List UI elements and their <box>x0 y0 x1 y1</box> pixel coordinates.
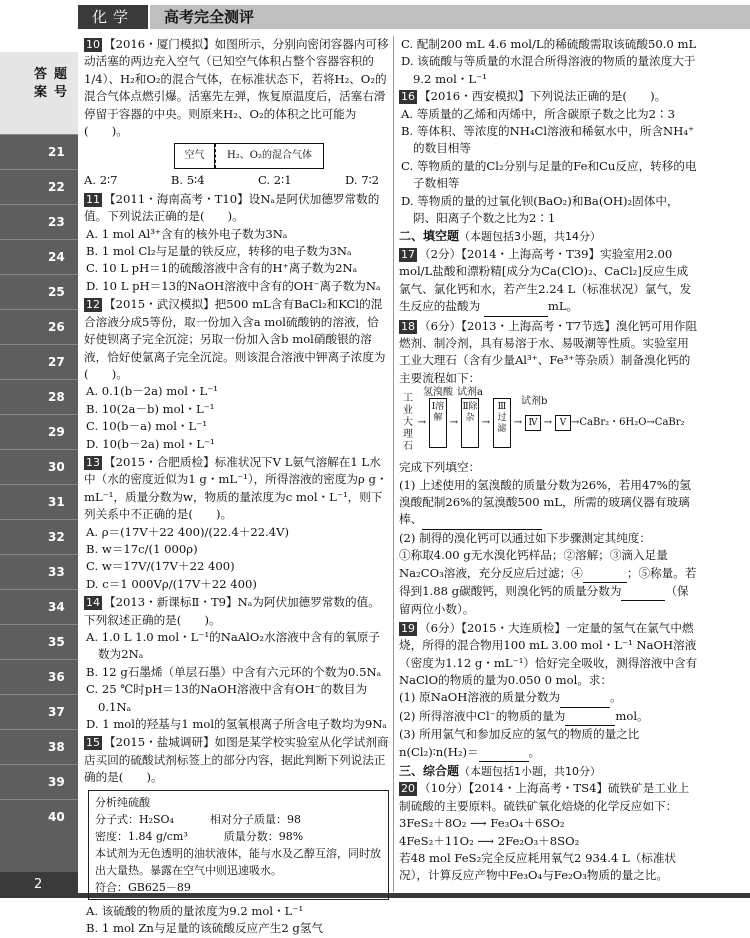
question-18 <box>399 318 699 619</box>
arrow-icon: → <box>513 417 523 429</box>
option-c: C. 10(b－a) mol・L⁻¹ <box>86 419 207 434</box>
option-b: B. 1 mol Cl₂与足量的铁反应，转移的电子数为3Nₐ <box>86 244 352 259</box>
question-16 <box>399 88 699 227</box>
question-number: 14 <box>86 596 100 610</box>
option-a: A. ρ＝(17V＋22 400)/(22.4＋22.4V) <box>86 524 290 539</box>
answer-row: 35 <box>0 624 78 659</box>
label-mass-fraction: 质量分数：98% <box>223 829 304 843</box>
answer-row: 24 <box>0 239 78 274</box>
question-10 <box>84 36 389 190</box>
step-5: Ⅴ <box>555 415 571 431</box>
option-c: C. 2∶1 <box>257 173 292 188</box>
answer-row: 27 <box>0 344 78 379</box>
option-a: A. 等质量的乙烯和丙烯中，所含碳原子数之比为2∶3 <box>401 106 675 121</box>
option-a: A. 1 mol Al³⁺含有的核外电子数为3Nₐ <box>86 226 288 241</box>
option-d: D. 1 mol的羟基与1 mol的氢氧根离子所含电子数均为9Nₐ <box>86 717 387 732</box>
left-column <box>84 36 389 938</box>
answer-row: 34 <box>0 589 78 624</box>
question-15 <box>84 734 389 937</box>
label-standard: 符合：GB625－89 <box>95 880 191 894</box>
question-14 <box>84 594 389 733</box>
option-d: D. 10(b－2a) mol・L⁻¹ <box>86 436 215 451</box>
question-stem: 【2016・厦门模拟】如图所示，分别向密闭容器内可移动活塞的两边充入空气（已知空气体积占整个容器容积的1/4）、H₂和O₂的混合气体，在标准状态下，若将H₂、O₂的混合气体点燃引爆。活塞先左弹，恢复原温度后，活塞右滑停留于容器的中央。则原来H₂、O₂的体积之比可能为( )。 <box>84 37 389 139</box>
option-a: A. 该硫酸的物质的量浓度为9.2 mol・L⁻¹ <box>86 903 304 918</box>
question-stem: 【2011・海南高考・T10】设Nₐ是阿伏加德罗常数的值。下列说法正确的是( )。 <box>84 191 380 224</box>
answer-row: 37 <box>0 694 78 729</box>
answer-row: 28 <box>0 379 78 414</box>
label-molar-mass: 相对分子质量：98 <box>209 812 301 826</box>
answer-row: 38 <box>0 729 78 764</box>
sub-question-2-steps: ①称取4.00 g无水溴化钙样品；②溶解；③滴入足量Na₂CO₃溶液，充分反应后过滤；④ ；⑤称量。若得到1.88 g碳酸钙，则溴化钙的质量分数为 （保留两位小数）。 <box>399 548 697 617</box>
answer-sidebar <box>0 52 78 872</box>
question-stem: 【2015・合肥质检】标准状况下V L氨气溶解在1 L水中（水的密度近似为1 g・mL⁻¹），所得溶液的密度为ρ g・mL⁻¹，质量分数为w，物质的量浓度为c mol・L⁻¹，则下列关系中不正确的是( )。 <box>84 454 388 522</box>
answer-blank[interactable] <box>479 744 529 762</box>
question-stem: 【2016・西安模拟】下列说法正确的是( )。 <box>419 89 667 104</box>
answer-blank[interactable] <box>560 689 610 707</box>
reagent-hbr: 氢溴酸 <box>423 387 453 399</box>
option-c: C. 等物质的量的Cl₂分别与足量的Fe和Cu反应，转移的电子数相等 <box>401 158 697 191</box>
option-a: A. 2∶7 <box>84 173 118 188</box>
question-tail: 若48 mol FeS₂完全反应耗用氧气2 934.4 L（标准状况），计算反应产物中Fe₃O₄与Fe₂O₃物质的量之比。 <box>399 851 677 883</box>
right-column <box>399 36 699 886</box>
flow-product: →CaBr₂・6H₂O→CaBr₂ <box>571 417 685 429</box>
option-d: D. c＝1 000Vρ/(17V＋22 400) <box>86 576 257 591</box>
option-b: B. 10(2a－b) mol・L⁻¹ <box>86 401 215 416</box>
question-number: 17 <box>401 247 415 261</box>
option-b: B. 12 g石墨烯（单层石墨）中含有六元环的个数为0.5Nₐ <box>86 664 382 679</box>
equation-1: 3FeS₂＋8O₂ ⟶ Fe₃O₄＋6SO₂ <box>399 816 565 831</box>
label-density: 密度：1.84 g/cm³ <box>95 829 188 843</box>
question-19 <box>399 620 699 762</box>
question-stem: 【2015・盐城调研】如图是某学校实验室从化学试剂商店买回的硫酸试剂标签上的部分内容，据此判断下列说法正确的是( )。 <box>84 735 389 785</box>
question-stem: （2分）【2014・上海高考・T39】实验室用2.00 mol/L盐酸和漂粉精[成分为Ca(ClO)₂、CaCl₂]反应生成氯气、氯化钙和水，若产生2.24 L（标准状况）氯气，发生反应的盐酸为 <box>399 246 692 314</box>
option-c: C. 10 L pH＝1的硫酸溶液中含有的H⁺离子数为2Nₐ <box>86 261 358 276</box>
arrow-icon: → <box>481 417 491 429</box>
step-remove-impurity: Ⅱ除杂 <box>461 398 479 448</box>
answer-row: 23 <box>0 204 78 239</box>
step-4: Ⅳ <box>525 415 541 431</box>
top-bar <box>0 0 750 32</box>
subject-tab: 化学 <box>78 5 148 29</box>
question-17: 17 （2分）【2014・上海高考・T39】实验室用2.00 mol/L盐酸和漂粉精[成分为Ca(ClO)₂、CaCl₂]反应生成氯气、氯化钙和水，若产生2.24 L（标准状况）氯气，发生反应的盐酸为 mL。 <box>399 246 699 317</box>
question-number: 13 <box>86 455 100 469</box>
question-number: 20 <box>401 782 415 796</box>
question-number: 19 <box>401 621 415 635</box>
arrow-icon: → <box>543 417 553 429</box>
option-a: A. 1.0 L 1.0 mol・L⁻¹的NaAlO₂水溶液中含有的氧原子数为2Nₐ <box>86 630 380 662</box>
answer-row: 32 <box>0 519 78 554</box>
page-number: 2 <box>0 872 78 898</box>
question-number: 18 <box>401 319 415 333</box>
gas-mixture-chamber: H₂、O₂的混合气体 <box>215 144 323 168</box>
question-number: 12 <box>86 298 100 312</box>
question-11 <box>84 191 389 295</box>
question-12 <box>84 296 389 453</box>
answer-row: 22 <box>0 169 78 204</box>
answer-blank[interactable] <box>565 708 615 726</box>
label-description: 本试剂为无色透明的油状液体，能与水及乙醇互溶，同时放出大量热。暴露在空气中则迅速吸水。 <box>95 846 381 877</box>
flow-start: 工业大理石 <box>403 393 413 453</box>
option-b: B. 等体积、等浓度的NH₄Cl溶液和稀氨水中，所含NH₄⁺的数目相等 <box>401 124 695 156</box>
answer-row: 40 <box>0 799 78 834</box>
question-number: 15 <box>86 736 100 750</box>
answer-row: 30 <box>0 449 78 484</box>
question-number: 16 <box>401 90 415 104</box>
option-d: D. 等物质的量的过氧化钡(BaO₂)和Ba(OH)₂固体中，阴、阳离子个数之比为2∶1 <box>401 193 679 226</box>
answer-blank[interactable] <box>484 298 548 316</box>
option-b: B. w＝17c/(1 000ρ) <box>86 541 198 556</box>
instruction: 完成下列填空： <box>399 460 481 475</box>
option-b: B. 1 mol Zn与足量的该硫酸反应产生2 g氢气 <box>86 921 324 936</box>
section-comprehensive: 三、综合题（本题包括1小题，共10分） <box>399 764 602 779</box>
answer-blank[interactable] <box>583 565 627 583</box>
option-d: D. 7∶2 <box>344 173 379 188</box>
q15-option-d: D. 该硫酸与等质量的水混合所得溶液的物质的量浓度大于9.2 mol・L⁻¹ <box>401 54 696 86</box>
air-chamber: 空气 <box>175 144 215 168</box>
reagent-label <box>88 790 389 900</box>
arrow-icon: → <box>449 417 459 429</box>
reagent-b: 试剂b <box>521 396 548 408</box>
question-stem: （6分）【2015・大连质检】一定量的氢气在氯气中燃烧，所得的混合物用100 mL 3.00 mol・L⁻¹ NaOH溶液（密度为1.12 g・mL⁻¹）恰好完全吸收，测得溶液中含有NaClO的物质的量为0.050 0 mol。求： <box>399 620 698 687</box>
sub-question-1: (1) 原NaOH溶液的质量分数为 。 <box>399 689 699 707</box>
answer-row: 36 <box>0 659 78 694</box>
option-c: C. w＝17V/(17V＋22 400) <box>86 559 235 574</box>
answer-blank[interactable] <box>621 583 665 601</box>
option-a: A. 0.1(b－2a) mol・L⁻¹ <box>86 384 218 399</box>
question-stem: （10分）【2014・上海高考・TS4】硫铁矿是工业上制硫酸的主要原料。硫铁矿氧化焙烧的化学反应如下： <box>399 781 690 813</box>
question-number: 11 <box>86 192 100 206</box>
question-number-label: 题号 <box>54 67 68 100</box>
question-20 <box>399 780 699 884</box>
sub-question-3: (3) 所用氯气和参加反应的氢气的物质的量之比n(Cl₂)∶n(H₂)＝ 。 <box>399 726 699 762</box>
question-stem: （6分）【2013・上海高考・T7节选】溴化钙可用作阻燃剂、制冷剂，具有易溶于水、易吸潮等性质。实验室用工业大理石（含有少量Al³⁺、Fe³⁺等杂质）制备溴化钙的主要流程如下： <box>399 318 698 385</box>
sub-question-2: (2) 制得的溴化钙可以通过如下步骤测定其纯度： <box>399 530 651 545</box>
equation-2: 4FeS₂＋11O₂ ⟶ 2Fe₂O₃＋8SO₂ <box>399 833 580 848</box>
container-diagram <box>174 143 324 169</box>
q15-option-c: C. 配制200 mL 4.6 mol/L的稀硫酸需取该硫酸50.0 mL <box>401 37 697 51</box>
step-filter: Ⅲ过滤 <box>493 398 511 448</box>
answer-row: 25 <box>0 274 78 309</box>
answer-row: 26 <box>0 309 78 344</box>
option-b: B. 5∶4 <box>170 173 205 188</box>
section-fill-in: 二、填空题（本题包括3小题，共14分） <box>399 229 602 244</box>
process-flow-diagram <box>403 387 699 455</box>
question-stem: 【2013・新课标Ⅱ・T9】Nₐ为阿伏加德罗常数的值。下列叙述正确的是( )。 <box>84 595 380 627</box>
step-dissolve: Ⅰ溶解 <box>429 398 447 448</box>
answer-row: 31 <box>0 484 78 519</box>
question-number: 10 <box>86 38 100 51</box>
answer-row: 29 <box>0 414 78 449</box>
options <box>84 172 389 189</box>
answer-row: 33 <box>0 554 78 589</box>
answer-row: 39 <box>0 764 78 799</box>
answer-column-label: 答案 <box>34 67 48 100</box>
option-c: C. 25 ℃时pH＝13的NaOH溶液中含有OH⁻的数目为0.1Nₐ <box>86 682 368 714</box>
sub-question-2: (2) 所得溶液中Cl⁻的物质的量为 mol。 <box>399 708 699 726</box>
sub-question-1: (1) 上述使用的氢溴酸的质量分数为26%，若用47%的氢溴酸配制26%的氢溴酸500 mL，所需的玻璃仪器有玻璃棒、 <box>399 477 699 530</box>
answer-blank[interactable] <box>422 511 542 529</box>
page-title: 高考完全测评 <box>150 5 750 29</box>
column-divider <box>393 36 394 892</box>
label-formula: 分子式：H₂SO₄ <box>95 812 174 826</box>
option-d: D. 10 L pH＝13的NaOH溶液中含有的OH⁻离子数为Nₐ <box>86 278 381 293</box>
label-title: 分析纯硫酸 <box>95 795 150 809</box>
answer-row: 21 <box>0 134 78 169</box>
question-13 <box>84 454 389 593</box>
sidebar-header <box>0 52 78 134</box>
reagent-a: 试剂a <box>457 387 483 399</box>
question-stem: 【2015・武汉模拟】把500 mL含有BaCl₂和KCl的混合溶液分成5等份，取一份加入含a mol硫酸钠的溶液，恰好使钡离子完全沉淀；另取一份加入含b mol硝酸银的溶液，恰好使氯离子完全沉淀。则该混合溶液中钾离子浓度为( )。 <box>84 297 386 381</box>
arrow-icon: → <box>417 417 427 429</box>
